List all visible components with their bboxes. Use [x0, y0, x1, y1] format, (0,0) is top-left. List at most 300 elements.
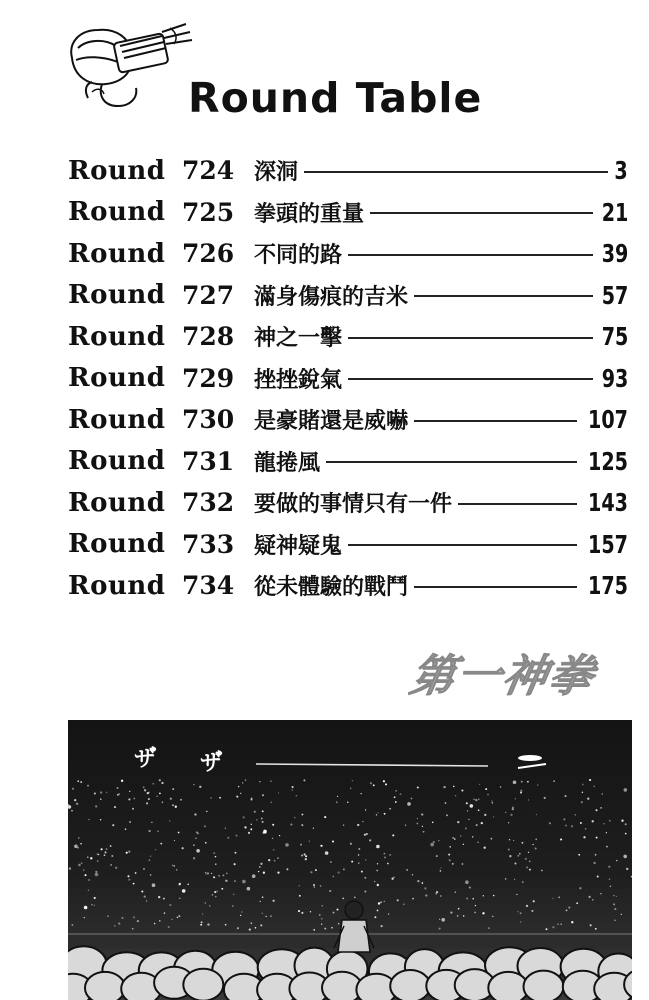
star	[320, 845, 322, 847]
sound-effect-right: ザ゙	[200, 751, 223, 776]
star	[241, 911, 242, 912]
star	[90, 857, 92, 859]
star	[528, 852, 529, 853]
star	[77, 780, 79, 782]
star	[225, 924, 227, 926]
star	[259, 866, 261, 868]
star	[343, 824, 344, 825]
star	[616, 896, 617, 897]
star	[177, 917, 178, 918]
page-number: 125	[588, 446, 628, 476]
star	[279, 835, 280, 836]
star	[424, 887, 426, 889]
star	[564, 795, 566, 797]
round-number: 734	[182, 571, 235, 601]
star	[248, 832, 250, 834]
star	[472, 836, 473, 837]
star	[575, 814, 576, 815]
star	[320, 885, 322, 887]
star	[417, 818, 418, 819]
page-number: 157	[588, 529, 628, 559]
star	[277, 857, 279, 859]
star	[78, 837, 79, 838]
star	[148, 798, 150, 800]
star	[552, 898, 553, 899]
star	[111, 855, 113, 857]
star	[366, 833, 368, 835]
page-number: 107	[588, 405, 628, 435]
page-number: 39	[601, 239, 628, 269]
star	[272, 838, 273, 839]
star	[274, 860, 276, 862]
star	[463, 915, 464, 916]
star	[481, 822, 483, 824]
star	[338, 872, 340, 874]
star	[129, 791, 130, 792]
star	[234, 863, 236, 865]
dot-leader-line	[458, 503, 577, 505]
star	[477, 842, 478, 843]
star	[286, 868, 288, 870]
star	[277, 871, 279, 873]
star	[178, 884, 179, 885]
star	[377, 909, 379, 911]
star	[234, 880, 236, 882]
star	[157, 831, 159, 833]
star	[80, 843, 82, 845]
star	[384, 813, 386, 815]
dot-leader-line	[414, 420, 577, 422]
star	[595, 854, 597, 856]
star	[520, 790, 522, 792]
star	[301, 854, 303, 856]
star	[173, 865, 175, 867]
star	[194, 813, 196, 815]
round-number: 728	[182, 322, 235, 352]
star	[561, 924, 562, 925]
round-number: 732	[182, 488, 235, 518]
star	[152, 783, 154, 785]
star	[387, 863, 389, 865]
star	[107, 916, 108, 917]
star	[613, 895, 614, 896]
star	[278, 792, 279, 793]
round-label: Round	[68, 280, 166, 311]
star	[319, 914, 321, 916]
star	[389, 808, 391, 810]
star	[95, 805, 97, 807]
star	[528, 799, 529, 800]
star	[300, 844, 302, 846]
star	[162, 801, 164, 803]
star	[154, 923, 156, 925]
star	[218, 875, 219, 876]
star	[522, 881, 524, 883]
star	[169, 904, 171, 906]
star	[553, 780, 554, 781]
star	[94, 897, 96, 899]
star	[465, 880, 469, 884]
star	[270, 915, 271, 916]
star	[210, 797, 211, 798]
star	[460, 835, 462, 837]
round-number: 730	[182, 405, 235, 435]
star	[193, 857, 195, 859]
star	[205, 842, 207, 844]
star	[526, 866, 528, 868]
star	[597, 876, 599, 878]
star	[436, 855, 438, 857]
star	[425, 894, 427, 896]
star	[115, 867, 117, 869]
star	[452, 863, 454, 865]
star	[313, 884, 315, 886]
star	[262, 912, 264, 914]
page-number: 175	[588, 571, 628, 601]
star	[268, 859, 270, 861]
star	[521, 781, 523, 783]
breakwater-rock	[85, 972, 125, 1000]
star	[568, 907, 570, 909]
star	[364, 877, 366, 879]
dot-leader-line	[414, 295, 593, 297]
star	[146, 900, 147, 901]
star	[272, 824, 274, 826]
star	[77, 847, 79, 849]
star	[105, 851, 107, 853]
star	[529, 861, 531, 863]
star	[172, 865, 173, 866]
star	[211, 873, 212, 874]
round-number: 731	[182, 446, 235, 476]
manga-panel	[68, 720, 632, 1000]
star	[125, 828, 127, 830]
star	[439, 928, 441, 930]
star	[260, 901, 261, 902]
star	[178, 832, 180, 834]
star	[160, 843, 162, 845]
star	[240, 915, 241, 916]
star	[458, 908, 460, 910]
star	[87, 856, 88, 857]
star	[250, 828, 252, 830]
star	[74, 799, 76, 801]
star	[422, 826, 423, 827]
star	[537, 784, 538, 785]
star	[358, 854, 359, 855]
star	[72, 788, 74, 790]
star	[94, 792, 96, 794]
star	[310, 871, 312, 873]
chapter-title: 從未體驗的戰鬥	[254, 575, 409, 601]
star	[150, 855, 151, 856]
star	[463, 844, 464, 845]
star	[290, 824, 292, 826]
page-number: 75	[601, 322, 628, 352]
star	[578, 854, 580, 856]
star	[384, 853, 386, 855]
star	[362, 821, 363, 822]
star	[587, 798, 589, 800]
star	[403, 903, 405, 905]
star	[487, 794, 489, 796]
star	[143, 786, 145, 788]
star	[400, 793, 402, 795]
star	[201, 921, 203, 923]
star	[156, 795, 157, 796]
star	[395, 790, 396, 791]
star	[354, 897, 355, 898]
star	[484, 814, 486, 816]
toc-row	[68, 524, 628, 566]
chapter-title: 滿身傷痕的吉米	[254, 284, 409, 310]
star	[512, 807, 513, 808]
star	[159, 793, 161, 795]
page-number: 21	[601, 197, 628, 227]
star	[84, 906, 88, 910]
star	[505, 812, 506, 813]
star	[374, 916, 376, 918]
star	[505, 878, 507, 880]
star	[292, 789, 293, 790]
star	[621, 914, 622, 915]
sound-effect-left: ザ゙	[134, 747, 157, 772]
toc-row	[68, 275, 628, 317]
star	[532, 844, 533, 845]
star	[508, 822, 509, 823]
star	[592, 820, 594, 822]
star	[235, 852, 237, 854]
star	[144, 789, 146, 791]
star	[301, 824, 303, 826]
star	[193, 784, 194, 785]
round-label: Round	[68, 238, 166, 269]
star	[205, 872, 206, 873]
star	[517, 855, 519, 857]
star	[560, 838, 562, 840]
star	[137, 920, 139, 922]
star	[114, 806, 116, 808]
star	[377, 863, 378, 864]
chapter-title: 是豪賭還是威嚇	[254, 409, 409, 435]
star	[351, 861, 353, 863]
round-label: Round	[68, 363, 166, 394]
star	[510, 814, 512, 816]
star	[493, 816, 494, 817]
star	[391, 878, 393, 880]
star	[430, 843, 434, 847]
star	[541, 870, 543, 872]
star	[412, 898, 414, 900]
star	[417, 880, 419, 882]
star	[262, 896, 264, 898]
star	[262, 821, 264, 823]
star	[358, 862, 360, 864]
star	[298, 910, 300, 912]
star	[514, 862, 516, 864]
star	[87, 785, 89, 787]
star	[412, 874, 413, 875]
star	[305, 858, 307, 860]
star	[205, 902, 206, 903]
star	[377, 884, 379, 886]
star	[557, 924, 558, 925]
star	[453, 786, 455, 788]
star	[467, 810, 468, 811]
star	[187, 883, 189, 885]
star	[469, 887, 471, 889]
star	[216, 890, 218, 892]
star	[525, 858, 527, 860]
star	[552, 926, 554, 928]
star	[364, 891, 366, 893]
round-label: Round	[68, 404, 166, 435]
star	[118, 923, 120, 925]
star	[202, 913, 203, 914]
star	[129, 821, 131, 823]
dot-leader-line	[370, 212, 593, 214]
star	[609, 820, 610, 821]
star	[608, 866, 610, 868]
star	[265, 916, 266, 917]
star	[200, 924, 202, 926]
star	[260, 924, 262, 926]
star	[571, 825, 573, 827]
star	[337, 909, 339, 911]
star	[250, 922, 252, 924]
star	[338, 923, 340, 925]
star	[149, 859, 151, 861]
star	[261, 818, 263, 820]
star	[470, 804, 474, 808]
star	[533, 900, 535, 902]
star	[369, 840, 370, 841]
toc-row	[68, 399, 628, 441]
star	[544, 797, 546, 799]
star	[227, 837, 229, 839]
star	[595, 928, 597, 930]
star	[358, 848, 360, 850]
star	[199, 786, 201, 788]
star	[121, 917, 123, 919]
star	[256, 819, 257, 820]
star	[95, 871, 97, 873]
star	[270, 780, 272, 782]
star	[389, 854, 391, 856]
star	[332, 876, 334, 878]
star	[580, 822, 582, 824]
star	[110, 845, 112, 847]
star	[457, 915, 459, 917]
star	[182, 889, 186, 893]
star	[529, 869, 531, 871]
star	[343, 869, 345, 871]
star	[128, 878, 130, 880]
star	[263, 872, 265, 874]
star	[225, 880, 227, 882]
toc-row	[68, 358, 628, 400]
round-label: Round	[68, 197, 166, 228]
star	[621, 820, 623, 822]
star	[380, 925, 382, 927]
star	[159, 920, 160, 921]
star	[146, 802, 148, 804]
star	[240, 793, 241, 794]
round-label: Round	[68, 446, 166, 477]
star	[332, 840, 334, 842]
star	[350, 843, 352, 845]
star	[337, 796, 338, 797]
toc-row	[68, 565, 628, 607]
star	[313, 929, 315, 931]
star	[296, 795, 298, 797]
star	[321, 905, 323, 907]
star	[83, 869, 84, 870]
star	[600, 807, 602, 809]
star	[616, 860, 618, 862]
star	[196, 849, 200, 853]
star	[161, 782, 163, 784]
round-label: Round	[68, 321, 166, 352]
star	[100, 798, 101, 799]
star	[98, 854, 100, 856]
star	[373, 784, 375, 786]
star	[500, 786, 501, 787]
star	[449, 859, 451, 861]
star	[118, 793, 120, 795]
star	[151, 822, 152, 823]
star	[365, 859, 366, 860]
star	[520, 792, 522, 794]
dot-leader-line	[348, 378, 593, 380]
star	[385, 783, 387, 785]
star	[374, 881, 376, 883]
star	[352, 780, 354, 782]
star	[164, 912, 165, 913]
star	[196, 831, 198, 833]
star	[475, 799, 477, 801]
star	[71, 924, 73, 926]
star	[589, 896, 591, 898]
star	[613, 903, 615, 905]
chapter-title: 深洞	[254, 160, 299, 186]
star	[380, 901, 382, 903]
star	[478, 809, 480, 811]
star	[514, 879, 515, 880]
star	[491, 838, 493, 840]
star	[101, 848, 103, 850]
star	[321, 924, 322, 925]
star	[421, 813, 423, 815]
star	[262, 794, 264, 796]
star	[174, 840, 175, 841]
star	[342, 898, 344, 900]
star	[152, 883, 156, 887]
toc-row	[68, 233, 628, 275]
star	[84, 874, 86, 876]
star	[393, 877, 394, 878]
star	[455, 891, 456, 892]
star	[394, 796, 396, 798]
star	[206, 811, 208, 813]
page-number: 93	[601, 363, 628, 393]
star	[112, 824, 114, 826]
star	[492, 802, 493, 803]
chapter-title: 不同的路	[254, 243, 343, 269]
chapter-title: 疑神疑鬼	[254, 533, 343, 559]
star	[71, 810, 73, 812]
star	[238, 786, 240, 788]
